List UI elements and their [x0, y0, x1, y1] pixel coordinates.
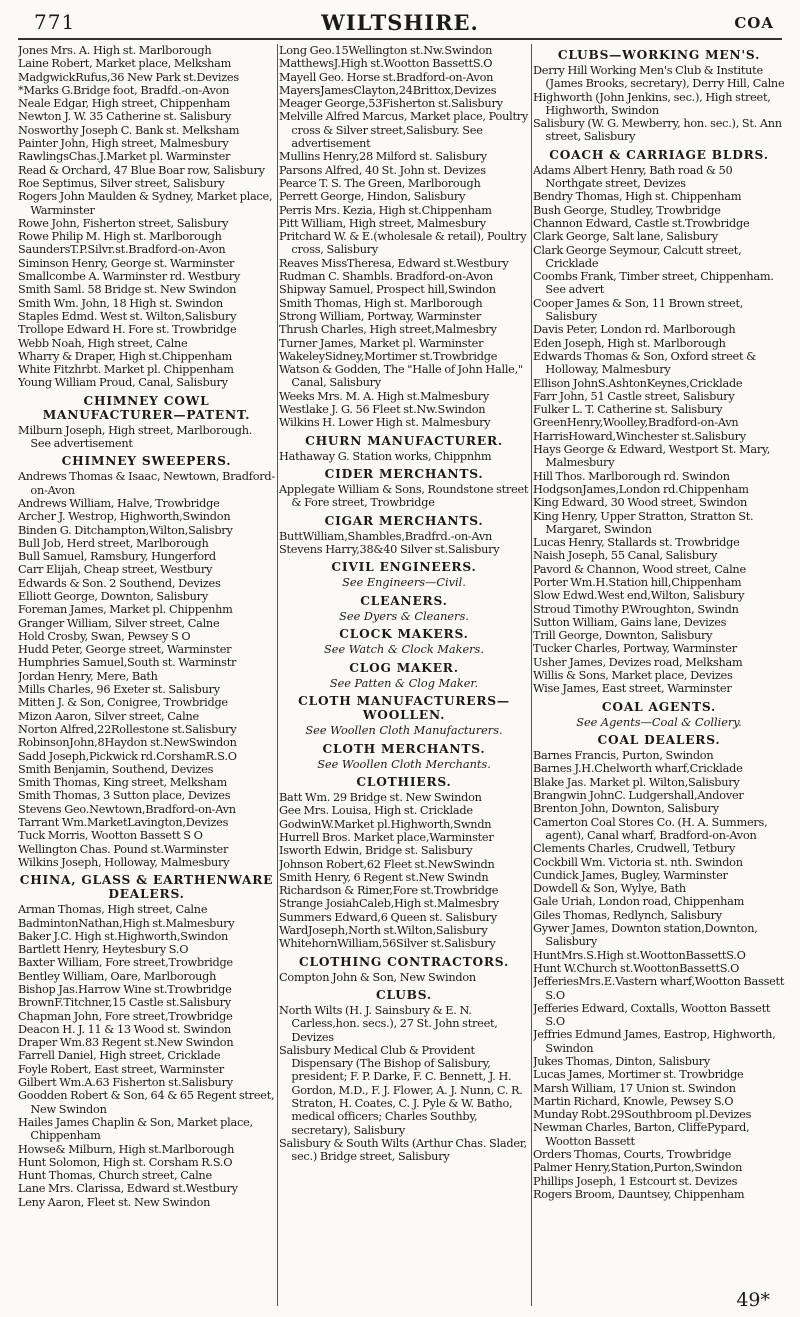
- directory-entry: WardJoseph,North st.Wilton,Salisbury: [279, 924, 488, 938]
- directory-entry: MatthewsJ.High st.Wootton BassettS.O: [279, 57, 493, 71]
- directory-entry: ButtWilliam,Shambles,Bradfrd.-on-Avn: [279, 529, 493, 543]
- directory-entry: Jones Mrs. A. High st. Marlborough: [18, 44, 212, 57]
- directory-entry: Eden Joseph, High st. Marlborough: [533, 336, 726, 350]
- section-heading: CLEANERS.: [360, 593, 448, 608]
- section-heading: COAL DEALERS.: [597, 733, 721, 748]
- directory-entry: Applegate William & Sons, Roundstone street & Fore street, Trowbridge: [279, 482, 529, 510]
- directory-entry: Webb Noah, High street, Calne: [18, 336, 188, 350]
- directory-entry: Tucker Charles, Portway, Warminster: [533, 642, 737, 656]
- section-abbreviation: COA: [734, 14, 774, 32]
- directory-entry: Coombs Frank, Timber street, Chippenham. See advert: [533, 270, 774, 297]
- directory-column-1: [18, 44, 275, 1209]
- directory-entry: Jefferies Edward, Coxtalls, Wootton Bassett S.O: [533, 1001, 771, 1029]
- directory-entry: RobinsonJohn,8Haydon st.NewSwindon: [18, 736, 237, 750]
- directory-entry: Batt Wm. 29 Bridge st. New Swindon: [279, 791, 482, 805]
- directory-entry: Smith Henry, 6 Regent st.New Swindn: [279, 870, 489, 884]
- directory-entry: Foreman James, Market pl. Chippenhm: [18, 603, 233, 617]
- directory-entry: King Edward, 30 Wood street, Swindon: [533, 496, 748, 510]
- directory-entry: Roe Septimus, Silver street, Salisbury: [18, 176, 225, 190]
- directory-entry: Bull Samuel, Ramsbury, Hungerford: [18, 550, 216, 564]
- section-heading: CLOTH MANUFACTURERS—WOOLLEN.: [298, 694, 510, 723]
- directory-entry: Hailes James Chaplin & Son, Market place, Chippenham: [18, 1115, 253, 1143]
- directory-entry: Andrews Thomas & Isaac, Newtown, Bradford-on-Avon: [18, 470, 275, 497]
- section-heading: CLOTH MERCHANTS.: [322, 741, 486, 756]
- directory-entry: Summers Edward,6 Queen st. Salisbury: [279, 910, 497, 924]
- directory-entry: Wise James, East street, Warminster: [533, 682, 732, 696]
- directory-entry: BrownF.Titchner,15 Castle st.Salisbury: [18, 996, 231, 1010]
- directory-entry: Isworth Edwin, Bridge st. Salisbury: [279, 844, 473, 858]
- directory-entry: Hathaway G. Station works, Chippnhm: [279, 449, 492, 463]
- section-heading: CLOCK MAKERS.: [339, 627, 469, 642]
- directory-entry: Bush George, Studley, Trowbridge: [533, 203, 721, 217]
- directory-entry: Trill George, Downton, Salisbury: [533, 629, 713, 643]
- directory-column-3: [533, 44, 785, 1201]
- directory-entry: Smith Thomas, King street, Melksham: [18, 776, 227, 790]
- directory-entry: Parsons Alfred, 40 St. John st. Devizes: [279, 163, 486, 177]
- directory-entry: Richardson & Rimer,Fore st.Trowbridge: [279, 884, 499, 898]
- directory-entry: Barnes J.H.Chelworth wharf,Cricklade: [533, 762, 743, 776]
- directory-entry: Stevens Harry,38&40 Silver st.Salisbury: [279, 542, 500, 556]
- directory-entry: Rowe John, Fisherton street, Salisbury: [18, 216, 229, 230]
- directory-entry: SaundersT.P.Silvr.st.Bradford-on-Avon: [18, 243, 226, 257]
- directory-entry: Farrell Daniel, High street, Cricklade: [18, 1049, 221, 1063]
- directory-entry: Stevens Geo.Newtown,Bradford-on-Avn: [18, 802, 236, 816]
- directory-entry: Draper Wm.83 Regent st.New Swindon: [18, 1036, 234, 1050]
- directory-entry: Clark George Seymour, Calcutt street, Cricklade: [533, 243, 742, 270]
- directory-entry: Neale Edgar, High street, Chippenham: [18, 97, 231, 111]
- directory-entry: Johnson Robert,62 Fleet st.NewSwindn: [279, 857, 495, 871]
- directory-entry: Binden G. Ditchampton,Wilton,Salisbry: [18, 523, 233, 537]
- directory-entry: Derry Hill Working Men's Club & Institute (James Brooks, secretary), Derry Hill, Calne: [533, 64, 785, 91]
- directory-entry: Bentley William, Oare, Marlborough: [18, 969, 217, 983]
- directory-entry: Rudman C. Shambls. Bradford-on-Avon: [279, 270, 493, 284]
- directory-entry: Long Geo.15Wellington st.Nw.Swindon: [279, 44, 493, 57]
- directory-entry: Salisbury & South Wilts (Arthur Chas. Slader, sec.) Bridge street, Salisbury: [279, 1136, 527, 1164]
- directory-entry: Westlake J. G. 56 Fleet st.Nw.Swindon: [279, 403, 486, 417]
- directory-entry: Cooper James & Son, 11 Brown street, Salisbury: [533, 296, 744, 324]
- directory-entry: Bishop Jas.Harrow Wine st.Trowbridge: [18, 983, 232, 996]
- directory-entry: Smith Thomas, 3 Sutton place, Devizes: [18, 789, 231, 803]
- page-number: 771: [34, 10, 76, 34]
- directory-entry: Salisbury Medical Club & Provident Dispensary (The Bishop of Salisbury, president; F. P. Darke, F. C. Bennett, J. H. Gordon, M.D., F. J. Flower, A. J. Nunn, C. R. Straton, H. Coates, C. J. Pyle & W. Batho, medical officers; Charles Southby, secretary), Salisbury: [279, 1043, 523, 1137]
- directory-entry: Young William Proud, Canal, Salisbury: [18, 376, 228, 390]
- directory-entry: Barnes Francis, Purton, Swindon: [533, 749, 714, 763]
- directory-entry: Jukes Thomas, Dinton, Salisbury: [533, 1054, 711, 1068]
- directory-entry: Perrett George, Hindon, Salisbury: [279, 190, 466, 204]
- directory-entry: Strange JosiahCaleb,High st.Malmesbry: [279, 897, 499, 911]
- directory-entry: Rowe Philip M. High st. Marlborough: [18, 230, 222, 244]
- directory-entry: Blake Jas. Market pl. Wilton,Salisbury: [533, 775, 740, 789]
- directory-entry: WhitehornWilliam,56Silver st.Salisbury: [279, 937, 496, 951]
- directory-entry: Andrews William, Halve, Trowbridge: [18, 496, 220, 510]
- directory-entry: Jordan Henry, Mere, Bath: [18, 669, 158, 683]
- directory-entry: Pearce T. S. The Green, Marlborough: [279, 176, 481, 190]
- page-signature: 49*: [736, 1289, 770, 1311]
- directory-entry: Clark George, Salt lane, Salisbury: [533, 230, 718, 244]
- directory-entry: Mizon Aaron, Silver street, Calne: [18, 709, 199, 723]
- directory-entry: Willis & Sons, Market place, Devizes: [533, 669, 733, 683]
- directory-entry: Lane Mrs. Clarissa, Edward st.Westbury: [18, 1182, 238, 1196]
- directory-entry: Hunt Thomas, Church street, Calne: [18, 1169, 212, 1183]
- directory-entry: Bartlett Henry, Heytesbury S.O: [18, 943, 189, 957]
- directory-entry: Jeffries Edmund James, Eastrop, Highworth, Swindon: [533, 1028, 776, 1055]
- directory-entry: Norton Alfred,22Rollestone st.Salisbury: [18, 722, 237, 736]
- section-heading: CLOTHIERS.: [356, 775, 452, 790]
- directory-entry: Farr John, 51 Castle street, Salisbury: [533, 389, 735, 403]
- directory-entry: Clements Charles, Crudwell, Tetbury: [533, 842, 736, 856]
- directory-entry: White Fitzhrbt. Market pl. Chippenham: [18, 363, 234, 377]
- directory-entry: Sadd Joseph,Pickwick rd.CorshamR.S.O: [18, 749, 237, 763]
- directory-entry: *Marks G.Bridge foot, Bradfd.-on-Avon: [18, 83, 230, 97]
- directory-entry: Edwards & Son. 2 Southend, Devizes: [18, 576, 221, 590]
- directory-entry: Ellison JohnS.AshtonKeynes,Cricklade: [533, 376, 743, 390]
- directory-entry: Pritchard W. & E.(wholesale & retail), Poultry cross, Salisbury: [279, 230, 527, 257]
- directory-entry: Humphries Samuel,South st. Warminstr: [18, 656, 237, 670]
- directory-entry: Lucas James, Mortimer st. Trowbridge: [533, 1068, 744, 1082]
- section-heading: COACH & CARRIAGE BLDRS.: [549, 147, 769, 162]
- column-divider: [531, 44, 532, 1306]
- page-title: WILTSHIRE.: [321, 10, 479, 35]
- directory-entry: Orders Thomas, Courts, Trowbridge: [533, 1148, 732, 1162]
- directory-entry: Rogers John Maulden & Sydney, Market place, Warminster: [18, 190, 273, 217]
- cross-reference: See Watch & Clock Makers.: [324, 643, 484, 657]
- directory-entry: Arman Thomas, High street, Calne: [18, 903, 208, 917]
- directory-entry: Tarrant Wm.MarketLavington,Devizes: [18, 816, 229, 830]
- directory-entry: Stroud Timothy P.Wroughton, Swindn: [533, 602, 739, 616]
- directory-entry: Hunt Solomon, High st. Corsham R.S.O: [18, 1155, 233, 1169]
- directory-entry: Leny Aaron, Fleet st. New Swindon: [18, 1195, 211, 1209]
- directory-entry: Shipway Samuel, Prospect hill,Swindon: [279, 283, 496, 297]
- directory-entry: WakeleySidney,Mortimer st.Trowbridge: [279, 349, 498, 363]
- directory-entry: Reaves MissTheresa, Edward st.Westbury: [279, 256, 509, 270]
- directory-entry: Davis Peter, London rd. Marlborough: [533, 323, 736, 337]
- directory-entry: Rogers Broom, Dauntsey, Chippenham: [533, 1187, 745, 1201]
- directory-entry: Smith Benjamin, Southend, Devizes: [18, 762, 214, 776]
- directory-entry: HarrisHoward,Winchester st.Salisbury: [533, 429, 746, 443]
- directory-entry: HuntMrs.S.High st.WoottonBassettS.O: [533, 948, 746, 962]
- section-heading: CHIMNEY SWEEPERS.: [61, 454, 232, 469]
- cross-reference: See Dyers & Cleaners.: [339, 609, 469, 623]
- cross-reference: See Woollen Cloth Merchants.: [317, 757, 491, 771]
- directory-entry: Painter John, High street, Malmesbury: [18, 137, 229, 151]
- directory-entry: Nosworthy Joseph C. Bank st. Melksham: [18, 123, 240, 137]
- section-heading: COAL AGENTS.: [601, 699, 717, 714]
- directory-entry: Dowdell & Son, Wylye, Bath: [533, 882, 686, 896]
- directory-entry: Highworth (John Jenkins, sec.), High street, Highworth, Swindon: [533, 90, 771, 117]
- directory-entry: Goodden Robert & Son, 64 & 65 Regent street, New Swindon: [18, 1089, 275, 1116]
- directory-column-2: [279, 44, 529, 1164]
- directory-entry: Smith Wm. John, 18 High st. Swindon: [18, 296, 223, 310]
- directory-entry: Hays George & Edward, Westport St. Mary, Malmesbury: [533, 443, 771, 470]
- directory-entry: BadmintonNathan,High st.Malmesbury: [18, 916, 235, 930]
- directory-entry: Mullins Henry,28 Milford st. Salisbury: [279, 150, 487, 164]
- directory-entry: Gee Mrs. Louisa, High st. Cricklade: [279, 804, 473, 818]
- directory-entry: Channon Edward, Castle st.Trowbridge: [533, 216, 750, 230]
- directory-entry: Adams Albert Henry, Bath road & 50 Northgate street, Devizes: [533, 163, 733, 191]
- directory-entry: Foyle Robert, East street, Warminster: [18, 1062, 224, 1076]
- directory-entry: Baker J.C. High st.Highworth,Swindon: [18, 929, 229, 943]
- directory-entry: Chapman John, Fore street,Trowbridge: [18, 1009, 233, 1023]
- directory-entry: Trollope Edward H. Fore st. Trowbridge: [18, 323, 237, 337]
- directory-entry: Melville Alfred Marcus, Market place, Poultry cross & Silver street,Salisbury. See advertisement: [279, 110, 529, 151]
- directory-entry: Watson & Godden, The "Halle of John Halle," Canal, Salisbury: [279, 363, 523, 390]
- directory-entry: Smallcombe A. Warminster rd. Westbury: [18, 270, 241, 284]
- cross-reference: See Engineers—Civil.: [342, 576, 466, 590]
- directory-entry: Giles Thomas, Redlynch, Salisbury: [533, 908, 722, 922]
- section-heading: CHIMNEY COWL MANUFACTURER—PATENT.: [42, 393, 251, 422]
- directory-entry: Howse& Milburn, High st.Marlborough: [18, 1142, 235, 1156]
- directory-entry: Mayell Geo. Horse st.Bradford-on-Avon: [279, 70, 494, 84]
- directory-entry: Porter Wm.H.Station hill,Chippenham: [533, 575, 742, 589]
- directory-entry: Mills Charles, 96 Exeter st. Salisbury: [18, 683, 220, 697]
- directory-entry: Wellington Chas. Pound st.Warminster: [18, 842, 229, 856]
- directory-entry: Archer J. Westrop, Highworth,Swindon: [18, 510, 231, 524]
- directory-entry: Fulker L. T. Catherine st. Salisbury: [533, 403, 723, 417]
- directory-entry: Hold Crosby, Swan, Pewsey S O: [18, 629, 191, 643]
- directory-entry: Pitt William, High street, Malmesbury: [279, 216, 486, 230]
- directory-entry: Salisbury (W. G. Mewberry, hon. sec.), St. Ann street, Salisbury: [533, 117, 782, 144]
- directory-entry: Weeks Mrs. M. A. High st.Malmesbury: [279, 389, 489, 403]
- directory-entry: Smith Saml. 58 Bridge st. New Swindon: [18, 283, 237, 297]
- section-heading: CIGAR MERCHANTS.: [324, 513, 484, 528]
- directory-entry: Tuck Morris, Wootton Bassett S O: [18, 829, 203, 843]
- directory-entry: Newton J. W. 35 Catherine st. Salisbury: [18, 110, 232, 124]
- section-heading: CIDER MERCHANTS.: [324, 466, 484, 481]
- directory-entry: Read & Orchard, 47 Blue Boar row, Salisbury: [18, 163, 265, 177]
- directory-entry: JefferiesMrs.E.Vastern wharf,Wootton Bassett S.O: [533, 975, 785, 1002]
- directory-entry: North Wilts (H. J. Sainsbury & E. N. Carless,hon. secs.), 27 St. John street, Devizes: [279, 1003, 498, 1044]
- directory-entry: Brangwin JohnC. Ludgershall,Andover: [533, 789, 744, 803]
- cross-reference: See Agents—Coal & Colliery.: [576, 715, 742, 729]
- section-heading: CLUBS.: [376, 987, 432, 1002]
- directory-entry: Camerton Coal Stores Co. (H. A. Summers, agent), Canal wharf, Bradford-on-Avon: [533, 815, 768, 842]
- directory-entry: MadgwickRufus,36 New Park st.Devizes: [18, 70, 239, 84]
- directory-entry: GreenHenry,Woolley,Bradford-on-Avn: [533, 416, 739, 430]
- directory-entry: Siminson Henry, George st. Warminster: [18, 256, 235, 270]
- directory-entry: Slow Edwd.West end,Wilton, Salisbury: [533, 589, 745, 603]
- directory-entry: Baxter William, Fore street,Trowbridge: [18, 956, 233, 970]
- directory-entry: Hill Thos. Marlborough rd. Swindon: [533, 469, 730, 483]
- section-heading: CHINA, GLASS & EARTHENWARE DEALERS.: [19, 873, 274, 902]
- directory-entry: Laine Robert, Market place, Melksham: [18, 57, 232, 71]
- directory-entry: Wharry & Draper, High st.Chippenham: [18, 349, 232, 363]
- directory-entry: Naish Joseph, 55 Canal, Salisbury: [533, 549, 718, 563]
- section-heading: CHURN MANUFACTURER.: [305, 433, 503, 448]
- directory-entry: Strong William, Portway, Warminster: [279, 309, 481, 323]
- section-heading: CLUBS—WORKING MEN'S.: [557, 48, 761, 62]
- directory-entry: Palmer Henry,Station,Purton,Swindon: [533, 1161, 743, 1175]
- directory-entry: Granger William, Silver street, Calne: [18, 616, 220, 630]
- directory-entry: HodgsonJames,London rd.Chippenham: [533, 482, 749, 496]
- directory-entry: Edwards Thomas & Son, Oxford street & Holloway, Malmesbury: [533, 349, 756, 377]
- section-heading: CIVIL ENGINEERS.: [331, 560, 477, 575]
- column-divider: [277, 44, 278, 1306]
- directory-entry: Gywer James, Downton station,Downton, Salisbury: [533, 922, 758, 949]
- cross-reference: See Patten & Clog Maker.: [329, 676, 479, 690]
- directory-entry: Munday Robt.29Southbroom pl.Devizes: [533, 1108, 752, 1122]
- directory-entry: Elliott George, Downton, Salisbury: [18, 589, 208, 603]
- directory-entry: Gilbert Wm.A.63 Fisherton st.Salisbury: [18, 1076, 233, 1090]
- directory-entry: Thrush Charles, High street,Malmesbry: [279, 323, 497, 337]
- directory-entry: Smith Thomas, High st. Marlborough: [279, 296, 483, 310]
- directory-entry: Hurrell Bros. Market place,Warminster: [279, 830, 494, 844]
- directory-entry: Lucas Henry, Stallards st. Trowbridge: [533, 536, 740, 550]
- directory-entry: Milburn Joseph, High street, Marlborough. See advertisement: [18, 423, 253, 451]
- directory-entry: Brenton John, Downton, Salisbury: [533, 802, 719, 816]
- directory-entry: Cockbill Wm. Victoria st. nth. Swindon: [533, 855, 743, 869]
- directory-entry: Hunt W.Church st.WoottonBassettS.O: [533, 961, 740, 975]
- section-heading: CLOG MAKER.: [349, 660, 459, 675]
- directory-entry: Deacon H. J. 11 & 13 Wood st. Swindon: [18, 1022, 232, 1036]
- directory-entry: Marsh William, 17 Union st. Swindon: [533, 1081, 736, 1095]
- directory-entry: Turner James, Market pl. Warminster: [279, 336, 484, 350]
- header-rule: [18, 38, 782, 40]
- directory-entry: Wilkins Joseph, Holloway, Malmesbury: [18, 855, 230, 869]
- directory-entry: Newman Charles, Barton, CliffePypard, Wootton Bassett: [533, 1121, 750, 1148]
- directory-entry: Bull Job, Herd street, Marlborough: [18, 536, 209, 550]
- directory-entry: Carr Elijah, Cheap street, Westbury: [18, 563, 213, 577]
- directory-entry: Pavord & Channon, Wood street, Calne: [533, 562, 746, 576]
- directory-entry: Usher James, Devizes road, Melksham: [533, 655, 743, 669]
- directory-entry: Sutton William, Gains lane, Devizes: [533, 615, 727, 629]
- directory-entry: Bendry Thomas, High st. Chippenham: [533, 190, 742, 204]
- directory-entry: Perris Mrs. Kezia, High st.Chippenham: [279, 203, 492, 217]
- directory-entry: Hudd Peter, George street, Warminster: [18, 643, 232, 657]
- directory-entry: Martin Richard, Knowle, Pewsey S.O: [533, 1094, 734, 1108]
- directory-entry: RawlingsChas.J.Market pl. Warminster: [18, 150, 231, 164]
- page-header: [20, 10, 780, 38]
- section-heading: CLOTHING CONTRACTORS.: [299, 954, 509, 969]
- directory-entry: Compton John & Son, New Swindon: [279, 970, 476, 984]
- directory-entry: Staples Edmd. West st. Wilton,Salisbury: [18, 309, 237, 323]
- directory-entry: Gale Uriah, London road, Chippenham: [533, 895, 745, 909]
- cross-reference: See Woollen Cloth Manufacturers.: [305, 724, 503, 738]
- directory-entry: Phillips Joseph, 1 Estcourt st. Devizes: [533, 1174, 738, 1188]
- directory-entry: GodwinW.Market pl.Highworth,Swndn: [279, 817, 492, 831]
- directory-entry: Cundick James, Bugley, Warminster: [533, 868, 728, 882]
- directory-entry: MayersJamesClayton,24Brittox,Devizes: [279, 83, 497, 97]
- directory-entry: Mitten J. & Son, Conigree, Trowbridge: [18, 696, 228, 710]
- directory-entry: Wilkins H. Lower High st. Malmesbury: [279, 416, 491, 430]
- directory-entry: King Henry, Upper Stratton, Stratton St. Margaret, Swindon: [533, 509, 754, 536]
- directory-entry: Meager George,53Fisherton st.Salisbury: [279, 97, 503, 111]
